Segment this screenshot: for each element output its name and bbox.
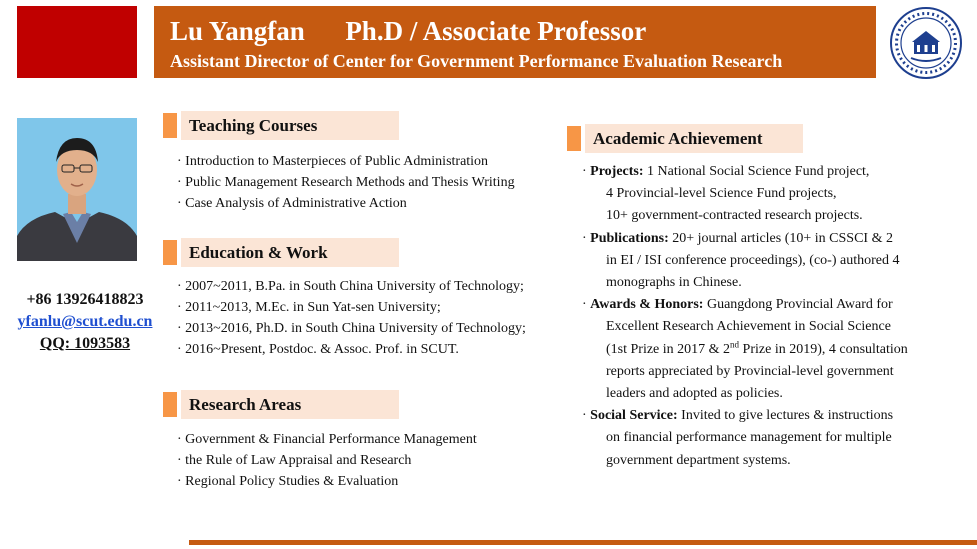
achievement-list: · Projects: 1 National Social Science Fund project, 4 Provincial-level Science Fund projects, 10+ government-contracted research projects. · Publications: 20+ journal articles (10+ in CSSCI & 2 in EI / ISI conference proceedings), (co-) authored 4 monographs in Chinese. · Awards & Honors: Guangdong Provincial Award for Excellent Research Achievement in Social Science (1st Prize in 2017 & 2nd Prize in 2019), 4 consultation reports appreciated by Provincial-level government leaders and adopted as policies. · Social Service: Invited to give lectures & instructions on financial performance management for multiple government department systems. bbox=[582, 161, 908, 472]
section-marker bbox=[567, 126, 581, 151]
university-seal-icon bbox=[889, 6, 963, 80]
contact-phone: +86 13926418823 bbox=[26, 291, 144, 308]
section-title: Education & Work bbox=[181, 238, 399, 267]
list-item: · the Rule of Law Appraisal and Research bbox=[177, 453, 412, 468]
list-item: · 2016~Present, Postdoc. & Assoc. Prof. in SCUT. bbox=[177, 342, 459, 357]
portrait-photo bbox=[17, 118, 137, 261]
publications-label: Publications: bbox=[590, 230, 669, 246]
section-title: Teaching Courses bbox=[181, 111, 399, 140]
bottom-divider bbox=[189, 540, 977, 545]
achievement-service: · Social Service: Invited to give lectures & instructions bbox=[582, 408, 894, 424]
section-title: Research Areas bbox=[181, 390, 399, 419]
achievement-publications: · Publications: 20+ journal articles (10+ in CSSCI & 2 bbox=[582, 230, 893, 246]
page-title bbox=[170, 16, 646, 47]
page-subtitle: Assistant Director of Center for Government Performance Evaluation Research bbox=[170, 51, 783, 71]
achievement-awards: · Awards & Honors: Guangdong Provincial Award for bbox=[582, 297, 893, 313]
projects-label: Projects: bbox=[590, 164, 644, 179]
education-list bbox=[177, 276, 526, 360]
red-accent-block bbox=[17, 6, 137, 78]
list-item: · 2007~2011, B.Pa. in South China University of Technology; bbox=[177, 279, 524, 294]
list-item: · Public Management Research Methods and Thesis Writing bbox=[177, 175, 515, 190]
contact-qq: QQ: 1093583 bbox=[39, 335, 131, 352]
contact-email-row bbox=[0, 313, 170, 331]
title-bar bbox=[154, 6, 876, 78]
teaching-list bbox=[177, 151, 515, 214]
section-title: Academic Achievement bbox=[585, 124, 803, 153]
person-name: Lu Yangfan bbox=[170, 16, 305, 46]
section-marker bbox=[163, 113, 177, 138]
service-label: Social Service: bbox=[590, 408, 678, 424]
achievement-projects: · Projects: 1 National Social Science Fund project, bbox=[582, 164, 870, 179]
contact-email-link[interactable]: yfanlu@scut.edu.cn bbox=[17, 313, 153, 330]
section-marker bbox=[163, 392, 177, 417]
research-list bbox=[177, 429, 477, 492]
list-item: · Introduction to Masterpieces of Public Administration bbox=[177, 154, 489, 169]
person-position: Ph.D / Associate Professor bbox=[345, 16, 647, 46]
awards-label: Awards & Honors: bbox=[590, 297, 704, 313]
list-item: · Case Analysis of Administrative Action bbox=[177, 196, 407, 211]
list-item: · Regional Policy Studies & Evaluation bbox=[177, 474, 399, 489]
list-item: · 2013~2016, Ph.D. in South China University of Technology; bbox=[177, 321, 526, 336]
section-marker bbox=[163, 240, 177, 265]
list-item: · 2011~2013, M.Ec. in Sun Yat-sen University; bbox=[177, 300, 441, 315]
list-item: · Government & Financial Performance Management bbox=[177, 432, 477, 447]
